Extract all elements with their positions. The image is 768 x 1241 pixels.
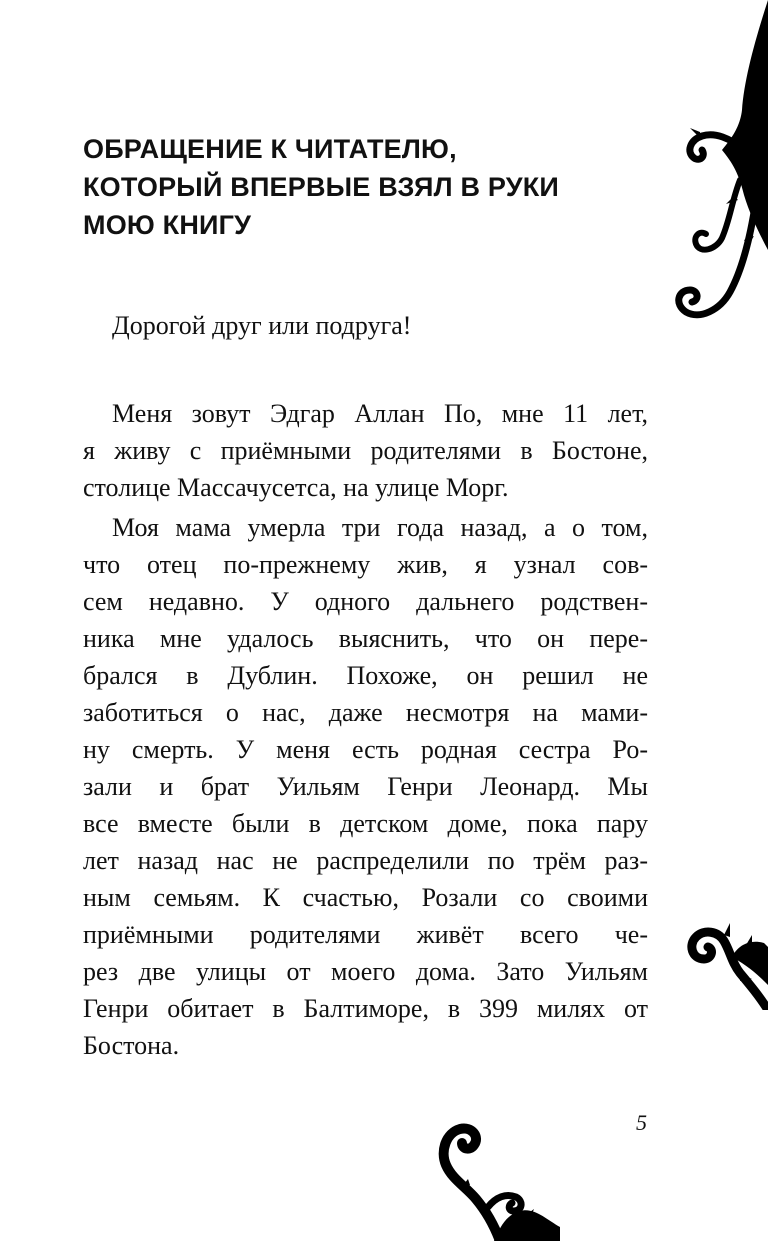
text-line: рез две улицы от моего дома. Зато Уильям: [83, 957, 648, 986]
text-line: заботиться о нас, даже несмотря на мами-: [83, 698, 648, 727]
text-line: приёмными родителями живёт всего че-: [83, 920, 648, 949]
heading-line: ОБРАЩЕНИЕ К ЧИТАТЕЛЮ,: [83, 134, 457, 164]
text-line: Меня зовут Эдгар Аллан По, мне 11 лет,: [112, 399, 648, 428]
text-line: что отец по-прежнему жив, я узнал сов-: [83, 550, 648, 579]
paragraph: [83, 395, 648, 506]
text-line: я живу с приёмными родителями в Бостоне,: [83, 436, 648, 465]
text-line: лет назад нас не распределили по трём раз-: [83, 846, 648, 875]
text-line: ника мне удалось выяснить, что он пере-: [83, 624, 648, 653]
text-line: ным семьям. К счастью, Розали со своими: [83, 883, 648, 912]
text-line: столице Массачусетса, на улице Морг.: [83, 473, 509, 502]
vine-ornament-bottom: [430, 1115, 560, 1241]
text-line: зали и брат Уильям Генри Леонард. Мы: [83, 772, 648, 801]
text-line: Генри обитает в Балтиморе, в 399 милях от: [83, 994, 648, 1023]
text-line: Моя мама умерла три года назад, а о том,: [112, 513, 648, 542]
heading-line: КОТОРЫЙ ВПЕРВЫЕ ВЗЯЛ В РУКИ: [83, 172, 559, 202]
heading-line: МОЮ КНИГУ: [83, 210, 252, 240]
text-line: брался в Дублин. Похоже, он решил не: [83, 661, 648, 690]
vine-ornament-top-right: [660, 0, 768, 340]
body-text: [83, 395, 648, 1064]
text-line: ну смерть. У меня есть родная сестра Ро-: [83, 735, 648, 764]
greeting-line: Дорогой друг или подруга!: [112, 311, 412, 340]
chapter-heading: [83, 130, 643, 244]
vine-ornament-middle-right: [680, 905, 768, 1010]
paragraph: [83, 509, 648, 1064]
page-number: 5: [636, 1110, 647, 1135]
text-line: все вместе были в детском доме, пока пару: [83, 809, 648, 838]
text-line: Бостона.: [83, 1031, 180, 1060]
text-line: сем недавно. У одного дальнего родствен-: [83, 587, 648, 616]
